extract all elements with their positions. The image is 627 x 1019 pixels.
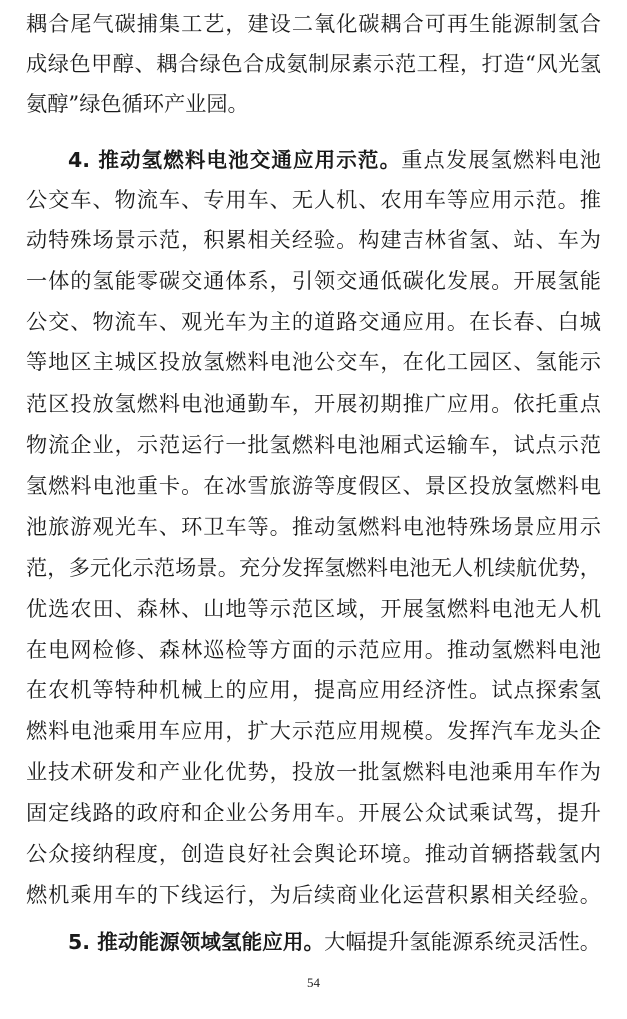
paragraph-line: 优选农田、森林、山地等示范区域，开展氢燃料电池无人机 <box>26 596 601 621</box>
paragraph-line: 耦合尾气碳捕集工艺，建设二氧化碳耦合可再生能源制氢合 <box>26 11 601 36</box>
page-number: 54 <box>307 975 320 990</box>
paragraph-line: 公交车、物流车、专用车、无人机、农用车等应用示范。推 <box>26 187 601 212</box>
section-heading: 4. 推动氢燃料电池交通应用示范。 <box>68 148 402 172</box>
paragraph-line: 公交、物流车、观光车为主的道路交通应用。在长春、白城 <box>26 309 601 334</box>
paragraph-line: 成绿色甲醇、耦合绿色合成氨制尿素示范工程，打造“风光氢 <box>26 51 601 76</box>
paragraph-line: 在农机等特种机械上的应用，提高应用经济性。试点探索氢 <box>26 677 601 702</box>
section-text: 大幅提升氢能源系统灵活性。 <box>324 929 601 954</box>
paragraph-line: 一体的氢能零碳交通体系，引领交通低碳化发展。开展氢能 <box>26 268 601 293</box>
section-heading-line <box>0 140 627 180</box>
paragraph-line: 范，多元化示范场景。充分发挥氢燃料电池无人机续航优势， <box>26 555 601 580</box>
paragraph-line: 燃机乘用车的下线运行，为后续商业化运营积累相关经验。 <box>26 882 601 907</box>
paragraph-line: 业技术研发和产业化优势，投放一批氢燃料电池乘用车作为 <box>26 759 601 784</box>
section-heading: 5. 推动能源领域氢能应用。 <box>68 930 325 954</box>
section-text: 重点发展氢燃料电池 <box>401 147 601 172</box>
paragraph-line: 燃料电池乘用车应用，扩大示范应用规模。发挥汽车龙头企 <box>26 718 601 743</box>
paragraph-line: 等地区主城区投放氢燃料电池公交车，在化工园区、氢能示 <box>26 349 601 374</box>
paragraph-line: 动特殊场景示范，积累相关经验。构建吉林省氢、站、车为 <box>26 227 601 252</box>
paragraph-line: 氢燃料电池重卡。在冰雪旅游等度假区、景区投放氢燃料电 <box>26 473 601 498</box>
paragraph-line: 范区投放氢燃料电池通勤车，开展初期推广应用。依托重点 <box>26 391 601 416</box>
paragraph-line: 在电网检修、森林巡检等方面的示范应用。推动氢燃料电池 <box>26 637 601 662</box>
paragraph-line: 公众接纳程度，创造良好社会舆论环境。推动首辆搭载氢内 <box>26 841 601 866</box>
paragraph-line: 氨醇”绿色循环产业园。 <box>26 91 249 116</box>
paragraph-line: 池旅游观光车、环卫车等。推动氢燃料电池特殊场景应用示 <box>26 514 601 539</box>
section-heading-line <box>0 922 627 962</box>
paragraph-line: 固定线路的政府和企业公务用车。开展公众试乘试驾，提升 <box>26 800 601 825</box>
paragraph-line: 物流企业，示范运行一批氢燃料电池厢式运输车，试点示范 <box>26 432 601 457</box>
